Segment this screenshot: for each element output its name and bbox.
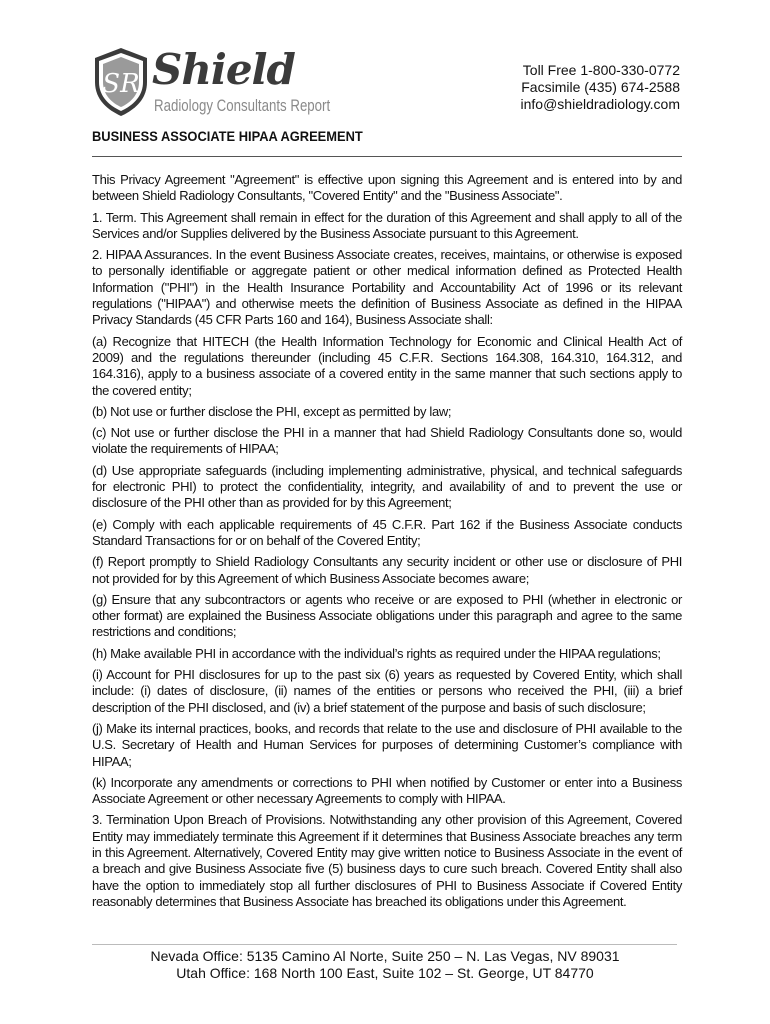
- page-header: [0, 0, 770, 130]
- shield-emblem-icon: [92, 46, 150, 118]
- termination-paragraph: 3. Termination Upon Breach of Provisions. Notwithstanding any other provision of this Agreement, Covered Entity may immediately terminate this Agreement if it determines that Business Associate breaches any term in this Agreement. Alternatively, Covered Entity may give written notice to Business Associate in the event of a breach and give Business Associate five (5) business days to cure such breach. Covered Entity shall also have the option to immediately stop all further disclosures of PHI to Business Associate if Covered Entity reasonably determines that Business Associate has breached its obligations under this Agreement.: [92, 812, 682, 909]
- nevada-office-address: Nevada Office: 5135 Camino Al Norte, Suite 250 – N. Las Vegas, NV 89031: [150, 948, 620, 964]
- toll-free-number: Toll Free 1-800-330-0772: [522, 62, 680, 78]
- clause-a: (a) Recognize that HITECH (the Health Information Technology for Economic and Clinical Health Act of 2009) and the regulations thereunder (including 45 C.F.R. Sections 164.308, 164.310, 164.312, and 164.316), apply to a business associate of a covered entity in the same manner that such sections apply to the covered entity;: [92, 333, 682, 398]
- shield-logo: [92, 45, 331, 122]
- brand-name: Shield: [152, 45, 295, 94]
- clause-d: (d) Use appropriate safeguards (including implementing administrative, physical, and technical safeguards for electronic PHI) to protect the confidentiality, integrity, and availability of and to prevent the use or disclosure of the PHI other than as provided for by this Agreement;: [92, 462, 682, 511]
- contact-info: [521, 62, 680, 113]
- clause-i: (i) Account for PHI disclosures for up to the past six (6) years as requested by Covered Entity, which shall include: (i) dates of disclosure, (ii) names of the entities or persons who received the PHI, (iii) a brief description of the PHI disclosed, and (iv) a brief statement of the purpose and basis of such disclosure;: [92, 667, 682, 715]
- clause-k: (k) Incorporate any amendments or corrections to PHI when notified by Customer or enter into a Business Associate Agreement or other necessary Agreements to comply with HIPAA.: [92, 774, 682, 807]
- document-title: BUSINESS ASSOCIATE HIPAA AGREEMENT: [92, 128, 363, 144]
- hipaa-assurances-paragraph: 2. HIPAA Assurances. In the event Business Associate creates, receives, maintains, or otherwise is exposed to personally identifiable or aggregate patient or other medical information defined as Protected Health Information ("PHI") in the Health Insurance Portability and Accountability Act of 1996 or its relevant regulations ("HIPAA") and otherwise meets the definition of Business Associate as defined in the HIPAA Privacy Standards (45 CFR Parts 160 and 164), Business Associate shall:: [92, 247, 682, 328]
- utah-office-address: Utah Office: 168 North 100 East, Suite 102 – St. George, UT 84770: [176, 965, 594, 981]
- facsimile-number: Facsimile (435) 674-2588: [521, 79, 680, 95]
- term-paragraph: 1. Term. This Agreement shall remain in effect for the duration of this Agreement and shall apply to all of the Services and/or Supplies delivered by the Business Associate pursuant to this Agreement.: [92, 209, 682, 241]
- brand-subtitle: Radiology Consultants Report: [154, 96, 331, 115]
- clause-j: (j) Make its internal practices, books, and records that relate to the use and disclosure of PHI available to the U.S. Secretary of Health and Human Services for purposes of determining Customer’s compliance with HIPAA;: [92, 720, 682, 769]
- page-footer: [0, 948, 770, 982]
- clause-b: (b) Not use or further disclose the PHI, except as permitted by law;: [92, 403, 452, 419]
- footer-divider: [92, 944, 677, 945]
- intro-paragraph: This Privacy Agreement "Agreement" is effective upon signing this Agreement and is entered into by and between Shield Radiology Consultants, "Covered Entity" and the "Business Associate".: [92, 172, 682, 204]
- clause-c: (c) Not use or further disclose the PHI in a manner that had Shield Radiology Consultants done so, would violate the requirements of HIPAA;: [92, 425, 682, 457]
- title-divider: [92, 156, 682, 157]
- clause-e: (e) Comply with each applicable requirements of 45 C.F.R. Part 162 if the Business Associate conducts Standard Transactions for or on behalf of the Covered Entity;: [92, 516, 682, 548]
- agreement-body: [92, 172, 682, 915]
- contact-email: info@shieldradiology.com: [520, 96, 680, 112]
- clause-f: (f) Report promptly to Shield Radiology Consultants any security incident or other use or disclosure of PHI not provided for by this Agreement of which Business Associate becomes aware;: [92, 554, 682, 586]
- clause-g: (g) Ensure that any subcontractors or agents who receive or are exposed to PHI (whether in electronic or other format) are explained the Business Associate obligations under this paragraph and agree to the same restrictions and conditions;: [92, 591, 682, 640]
- clause-h: (h) Make available PHI in accordance with the individual’s rights as required under the HIPAA regulations;: [92, 645, 661, 661]
- shield-monogram: SR: [102, 69, 140, 99]
